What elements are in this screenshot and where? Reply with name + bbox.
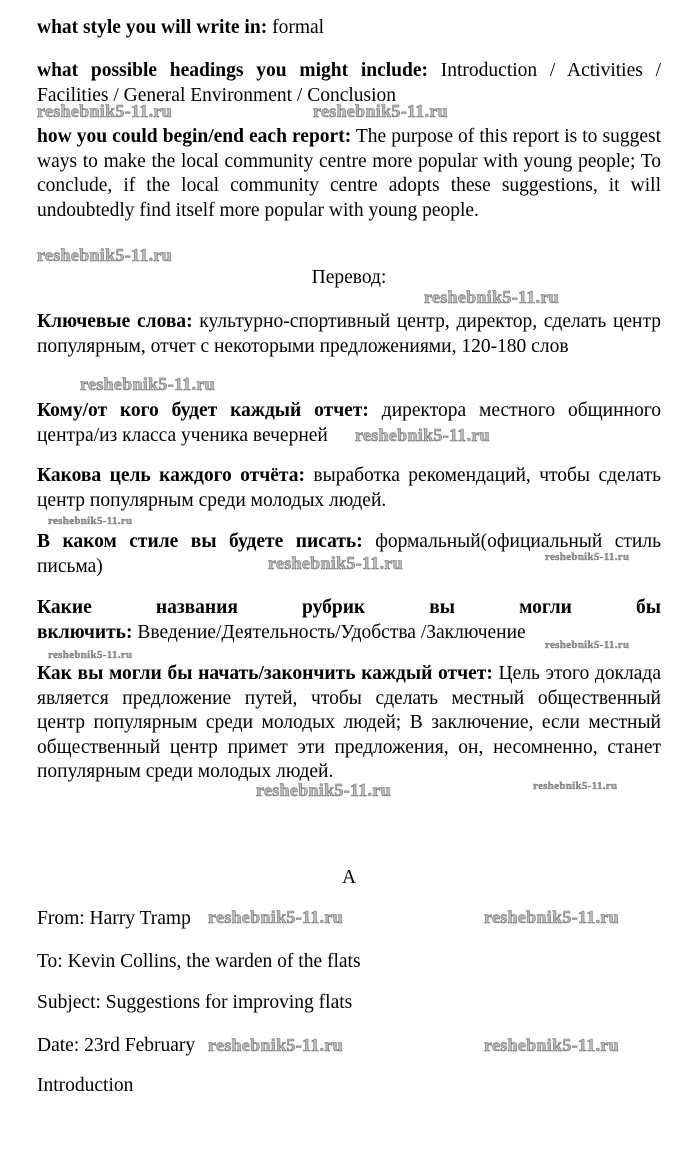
letter-from: From: Harry Tramp	[37, 908, 191, 929]
watermark: reshebnik5-11.ru	[484, 1035, 619, 1055]
letter-to: To: Kevin Collins, the warden of the flats	[37, 951, 361, 972]
begin-end-ru-label: Как вы могли бы начать/закончить каждый отчет:	[37, 663, 493, 684]
headings-label: what possible headings you might include:	[37, 60, 429, 81]
letter-subject: Subject: Suggestions for improving flats	[37, 992, 353, 1013]
watermark: reshebnik5-11.ru	[424, 287, 559, 307]
headings-ru-first-line	[37, 596, 661, 621]
letter-introduction: Introduction	[37, 1075, 134, 1096]
watermark: reshebnik5-11.ru	[256, 780, 391, 800]
keywords-label: Ключевые слова:	[37, 311, 193, 332]
begin-end-ru-paragraph	[37, 662, 661, 785]
headings-ru-word: названия	[155, 597, 238, 618]
whom-paragraph	[37, 399, 661, 448]
watermark: reshebnik5-11.ru	[208, 907, 343, 927]
watermark: reshebnik5-11.ru	[545, 551, 630, 563]
watermark: reshebnik5-11.ru	[313, 101, 448, 121]
watermark: reshebnik5-11.ru	[268, 553, 403, 573]
letter-date: Date: 23rd February	[37, 1035, 196, 1056]
watermark: reshebnik5-11.ru	[48, 515, 133, 527]
watermark: reshebnik5-11.ru	[80, 374, 215, 394]
watermark: reshebnik5-11.ru	[208, 1035, 343, 1055]
keywords-paragraph	[37, 310, 661, 359]
headings-ru-paragraph	[37, 596, 661, 645]
begin-end-label: how you could begin/end each report:	[37, 126, 352, 147]
style-paragraph	[37, 16, 661, 41]
begin-end-ru-value: Цель этого доклада является предложение путей, чтобы сделать местный общественный центр популярным среди молодых людей; В заключение, если местный общественный центр примет эти предложения, он, несомненно, станет популярным среди молодых людей.	[37, 663, 662, 782]
watermark: reshebnik5-11.ru	[484, 907, 619, 927]
headings-ru-word: вы	[429, 597, 455, 618]
purpose-paragraph	[37, 464, 661, 513]
headings-ru-label-end: включить:	[37, 621, 133, 643]
section-letter: A	[341, 867, 357, 888]
headings-ru-value: Введение/Деятельность/Удобства /Заключение	[132, 621, 526, 643]
headings-ru-word: могли	[519, 597, 572, 618]
watermark: reshebnik5-11.ru	[37, 245, 172, 265]
translation-heading: Перевод:	[311, 267, 387, 288]
whom-value: директора местного общинного центра/из класса ученика вечерней	[37, 400, 661, 446]
style-value: formal	[267, 17, 325, 38]
watermark: reshebnik5-11.ru	[37, 101, 172, 121]
begin-end-value: The purpose of this report is to suggest ways to make the local community centre more popular with young people; To conclude, if the local community centre adopts these suggestions, it will undoubtedly find itself more popular with young people.	[37, 126, 661, 221]
style-ru-value: формальный(официальный стиль письма)	[37, 531, 661, 577]
begin-end-paragraph	[37, 125, 661, 223]
purpose-value: выработка рекомендаций, чтобы сделать центр популярным среди молодых людей.	[37, 465, 661, 511]
whom-label: Кому/от кого будет каждый отчет:	[37, 400, 369, 421]
keywords-value: культурно-спортивный центр, директор, сделать центр популярным, отчет с некоторыми предложениями, 120-180 слов	[37, 311, 662, 357]
purpose-label: Какова цель каждого отчёта:	[37, 465, 305, 486]
style-label: what style you will write in:	[37, 17, 268, 38]
watermark: reshebnik5-11.ru	[533, 780, 618, 792]
watermark: reshebnik5-11.ru	[545, 639, 630, 651]
watermark: reshebnik5-11.ru	[355, 425, 490, 445]
headings-ru-word: Какие	[37, 597, 92, 618]
headings-ru-word: бы	[635, 597, 661, 618]
headings-ru-word: рубрик	[302, 597, 366, 618]
style-ru-label: В каком стиле вы будете писать:	[37, 531, 363, 552]
watermark: reshebnik5-11.ru	[48, 649, 133, 661]
headings-value: Introduction / Activities / Facilities / General Environment / Conclusion	[37, 60, 661, 106]
